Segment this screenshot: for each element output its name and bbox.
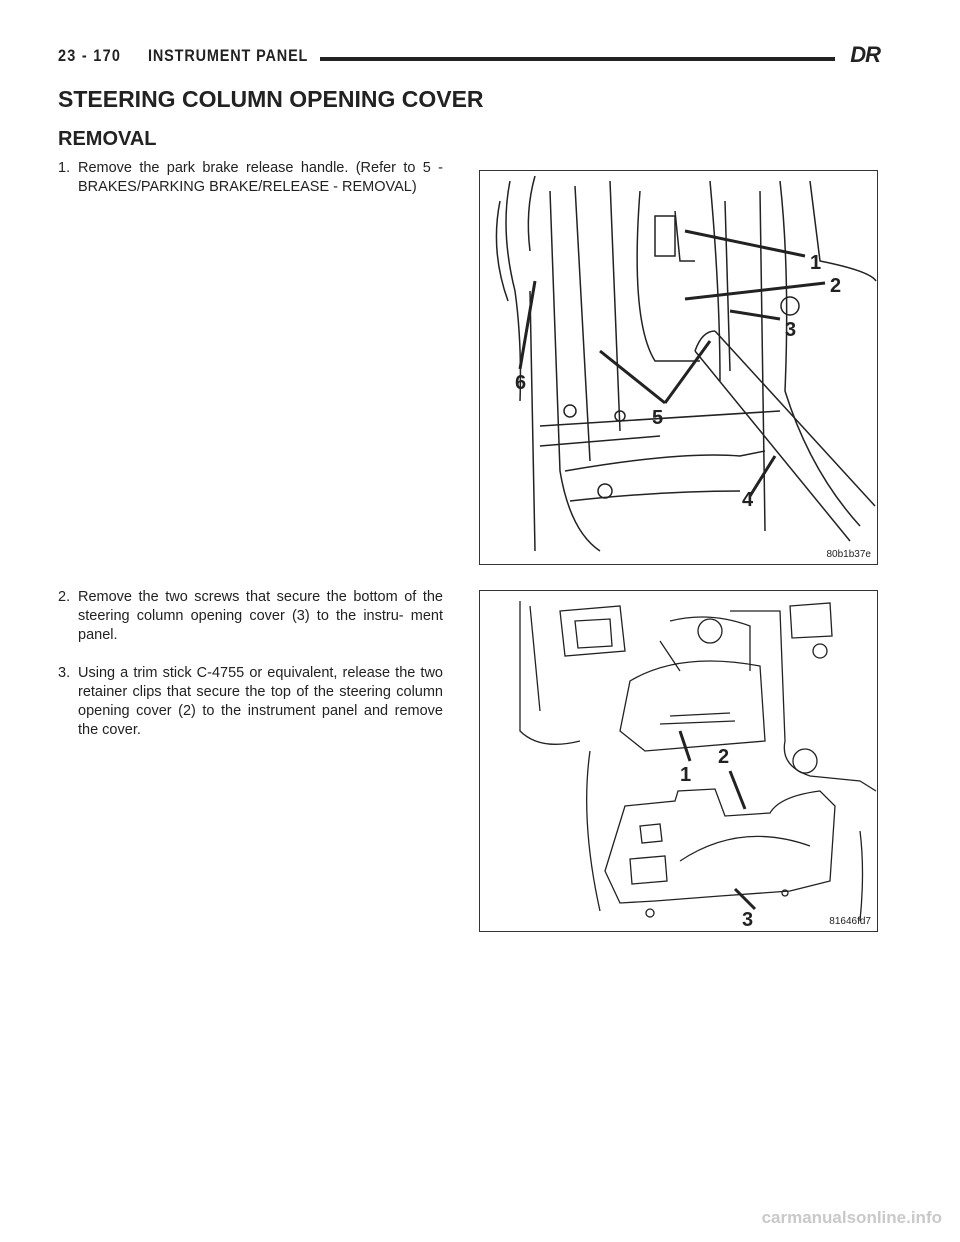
callout-2: 2	[830, 275, 842, 297]
column-cover-illustration	[480, 591, 877, 931]
page-header	[58, 44, 880, 74]
step-3	[58, 664, 443, 740]
figure-id: 80b1b37e	[826, 549, 871, 560]
callout-1: 1	[810, 252, 822, 274]
section-subtitle: REMOVAL	[58, 128, 157, 150]
header-rule	[320, 57, 835, 61]
section-name: INSTRUMENT PANEL	[148, 46, 309, 65]
step-text: Remove the two screws that secure the bottom of the steering column opening cover (3) to the instru- ment panel.	[78, 589, 443, 643]
page-number: 23 - 170	[58, 46, 122, 65]
figure-id: 81646fd7	[829, 916, 871, 927]
step-2	[58, 588, 443, 645]
callout-4: 4	[742, 489, 754, 511]
step-text: Using a trim stick C-4755 or equivalent, release the two retainer clips that secure the top of the steering column opening cover (2) to the instrument panel and remove the cover.	[78, 665, 443, 738]
callout-6: 6	[515, 372, 527, 394]
step-1	[58, 159, 443, 197]
figure-column-cover	[479, 590, 878, 932]
step-number: 1.	[58, 160, 71, 176]
figure-park-brake-area	[479, 170, 878, 565]
step-text: Remove the park brake release handle. (Refer to 5 - BRAKES/PARKING BRAKE/RELEASE - REMOVAL)	[78, 160, 443, 195]
callout-2: 2	[718, 746, 730, 768]
step-number: 3.	[58, 665, 71, 681]
model-code: DR	[850, 42, 880, 67]
callout-5: 5	[652, 407, 664, 429]
park-brake-illustration	[480, 171, 877, 564]
step-number: 2.	[58, 589, 71, 605]
callout-3: 3	[785, 319, 797, 341]
callout-3: 3	[742, 909, 754, 931]
watermark: carmanualsonline.info	[761, 1208, 942, 1227]
callout-1: 1	[680, 764, 692, 786]
page-title: STEERING COLUMN OPENING COVER	[58, 86, 484, 112]
